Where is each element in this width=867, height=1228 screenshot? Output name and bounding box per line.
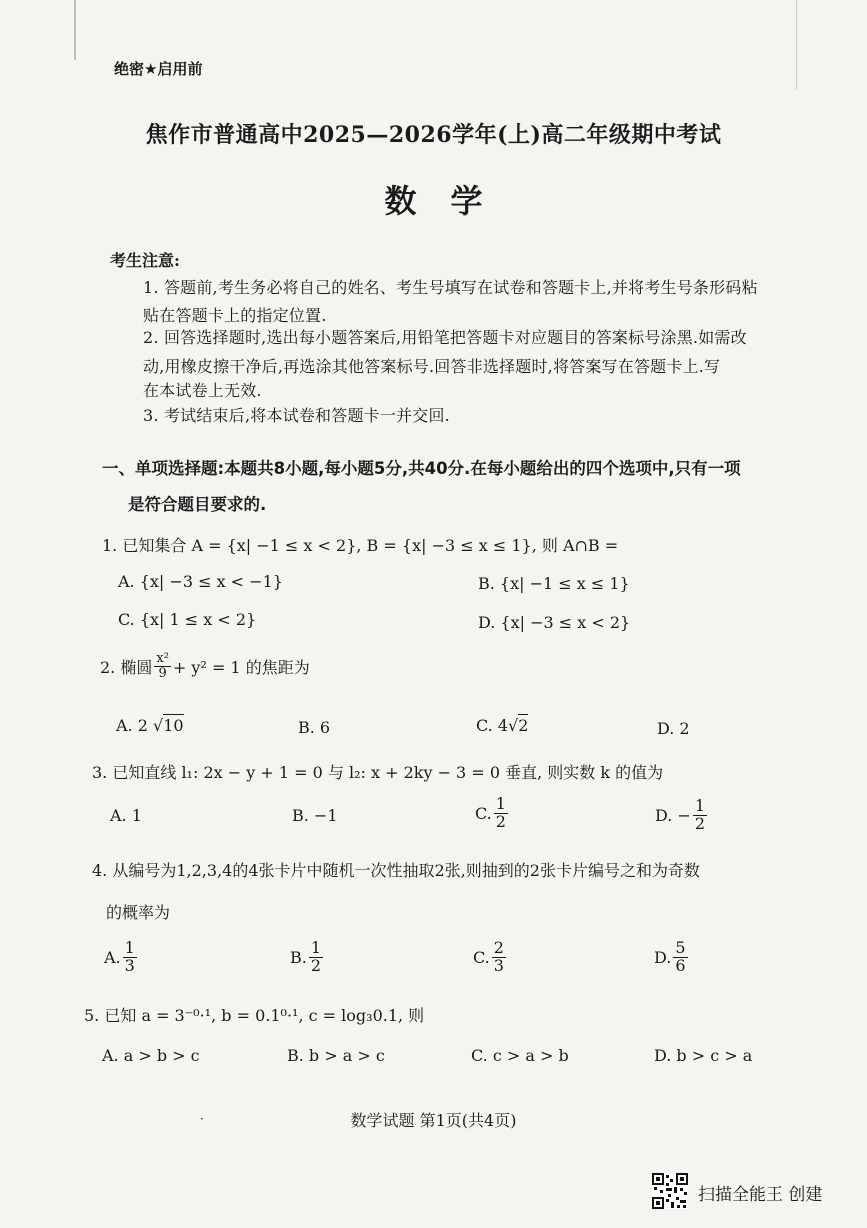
q3-c-num: 1: [495, 794, 506, 813]
notice-line: 动,用橡皮擦干净后,再选涂其他答案标号.回答非选择题时,将答案写在答题卡上.写: [143, 357, 721, 376]
q4-b-fraction: [309, 940, 323, 975]
q4-c-num: 2: [493, 938, 504, 957]
question-4-stem-cont: 的概率为: [106, 903, 171, 922]
q3-d-label: D. −: [655, 805, 691, 825]
exam-title: 焦作市普通高中2025—2026学年(上)高二年级期中考试: [145, 122, 722, 148]
notice-heading: 考生注意:: [110, 251, 180, 270]
q3-d-num: 1: [694, 796, 706, 815]
q1-option-d: D. {x| −3 ≤ x < 2}: [478, 613, 631, 632]
q4-b-den: 2: [310, 955, 322, 975]
q3-d-fraction: [693, 798, 707, 833]
q3-d-den: 2: [694, 813, 706, 833]
q4-b-num: 1: [310, 938, 322, 957]
notice-line: 2. 回答选择题时,选出每小题答案后,用铅笔把答题卡对应题目的答案标号涂黑.如需改: [143, 328, 747, 347]
q5-option-a: A. a > b > c: [102, 1046, 200, 1065]
q2-a-label: A. 2: [116, 716, 148, 735]
q2-fraction: [154, 652, 171, 680]
subject-title: 数学: [384, 182, 517, 220]
q4-d-fraction: [673, 940, 687, 975]
question-3-stem: 3. 已知直线 l₁: 2x − y + 1 = 0 与 l₂: x + 2ky − 3 = 0 垂直, 则实数 k 的值为: [92, 763, 664, 782]
q3-option-b: B. −1: [292, 806, 338, 825]
q3-c-fraction: [494, 796, 508, 831]
q4-option-b: [290, 940, 325, 975]
q2-a-radicand: 10: [163, 716, 184, 735]
q4-d-num: 5: [675, 938, 686, 957]
q5-option-d: D. b > c > a: [654, 1046, 753, 1065]
q2-option-c: C. 4√2: [476, 716, 529, 735]
q3-option-a: A. 1: [110, 806, 142, 825]
question-5-stem: 5. 已知 a = 3⁻⁰·¹, b = 0.1⁰·¹, c = log₃0.1, 则: [84, 1006, 425, 1025]
scanner-watermark: 扫描全能王 创建: [698, 1185, 823, 1205]
section-heading: 一、单项选择题:本题共8小题,每小题5分,共40分.在每小题给出的四个选项中,只有一项: [102, 459, 741, 478]
notice-line: 1. 答题前,考生务必将自己的姓名、考生号填写在试卷和答题卡上,并将考生号条形码粘: [143, 278, 758, 297]
question-2-stem: [100, 652, 310, 680]
q4-c-fraction: [492, 940, 506, 975]
notice-line: 3. 考试结束后,将本试卷和答题卡一并交回.: [143, 406, 450, 425]
q4-b-label: B.: [290, 947, 307, 967]
q2-frac-num: x²: [156, 651, 169, 666]
scan-edge-line: [74, 0, 76, 60]
q4-a-label: A.: [104, 947, 121, 967]
q4-c-label: C.: [473, 947, 490, 967]
q3-option-c: [475, 796, 510, 831]
q3-option-d: [655, 798, 709, 833]
question-1-stem: 1. 已知集合 A = {x| −1 ≤ x < 2}, B = {x| −3 ≤ x ≤ 1}, 则 A∩B =: [102, 536, 619, 555]
scan-edge-line: [796, 0, 797, 90]
stray-dot: ·: [200, 1112, 204, 1126]
q4-a-num: 1: [124, 938, 135, 957]
q4-option-d: [654, 940, 690, 975]
page-footer: 数学试题 第1页(共4页): [350, 1111, 517, 1130]
q4-option-a: [104, 940, 139, 975]
q4-d-label: D.: [654, 947, 672, 967]
q2-c-label: C. 4: [476, 716, 509, 735]
q5-option-c: C. c > a > b: [471, 1046, 569, 1065]
question-4-stem: 4. 从编号为1,2,3,4的4张卡片中随机一次性抽取2张,则抽到的2张卡片编号之和为奇数: [92, 861, 700, 880]
q2-prefix: 2. 椭圆: [100, 657, 153, 677]
section-heading-cont: 是符合题目要求的.: [128, 495, 267, 514]
q2-suffix: + y² = 1 的焦距为: [172, 657, 310, 677]
q3-c-den: 2: [495, 811, 506, 831]
q4-d-den: 6: [675, 955, 686, 975]
q1-option-c: C. {x| 1 ≤ x < 2}: [118, 610, 257, 629]
q2-option-a: A. 2 √10: [116, 716, 184, 735]
q5-option-b: B. b > a > c: [287, 1046, 385, 1065]
q2-option-d: D. 2: [657, 719, 690, 738]
q4-option-c: [473, 940, 508, 975]
q4-a-fraction: [123, 940, 137, 975]
confidential-label: 绝密★启用前: [114, 60, 203, 78]
q2-option-b: B. 6: [298, 718, 331, 737]
q4-a-den: 3: [124, 955, 135, 975]
q1-option-a: A. {x| −3 ≤ x < −1}: [118, 572, 283, 591]
q2-frac-den: 9: [158, 665, 167, 681]
q1-option-b: B. {x| −1 ≤ x ≤ 1}: [478, 574, 630, 593]
qr-code-icon: [652, 1173, 688, 1209]
q4-c-den: 3: [493, 955, 504, 975]
notice-line: 贴在答题卡上的指定位置.: [143, 306, 327, 325]
q3-c-label: C.: [475, 803, 492, 823]
q2-c-radicand: 2: [518, 716, 529, 735]
notice-line: 在本试卷上无效.: [143, 381, 262, 400]
